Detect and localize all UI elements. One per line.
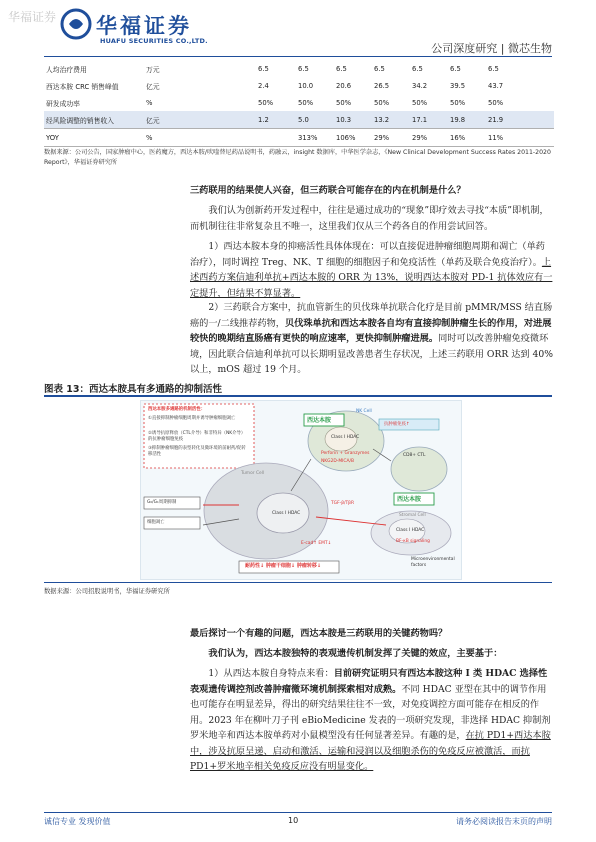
diagram-box-item-1: ①直接抑制肿瘤细胞周期并诱导肿瘤细胞凋亡	[148, 416, 236, 421]
class-hdac-label: Class I HDAC	[331, 435, 360, 440]
drug-label-top: 西达本胺	[307, 417, 332, 424]
table-cell: 11%	[486, 129, 554, 147]
table-row-label: 西达本胺 CRC 销售峰值	[46, 82, 119, 91]
table-cell: 6.5	[488, 64, 499, 73]
table-cell: 5.0	[296, 111, 334, 129]
emt-label: E-cad↑ EMT↓	[301, 541, 332, 546]
stromal-label: Stromal Cell	[399, 513, 426, 518]
report-type: 公司深度研究 | 微芯生物	[431, 42, 552, 55]
table-cell: 2.4	[258, 81, 269, 90]
footer-slogan: 诚信专业 发现价值	[44, 817, 111, 826]
table-cell: 39.5	[450, 81, 466, 90]
section2-point1-lead: 1）从西达本胺自身特点来看：	[208, 668, 334, 679]
table-cell: 6.5	[412, 64, 423, 73]
tgf-label: TGF-β/TβR	[331, 501, 355, 506]
section1-point1-underlined: 上述西药方案信迪利单抗+西达本胺的 ORR 为 13%，说明西达本胺对 PD-1 抗体效应有一定提升，但结果不算显著。	[190, 256, 553, 299]
table-cell: 16%	[448, 129, 486, 147]
table-row	[44, 129, 554, 147]
page-number: 10	[288, 816, 299, 825]
table-cell: 6.5	[336, 64, 347, 73]
company-name-cn: 华福证券	[96, 14, 192, 38]
diagram-box-item-2: ②诱导抗原释放（CTL介导）和非特异（NK介导）的抗肿瘤细胞免疫	[148, 431, 246, 442]
section1-point2-text: 2）三药联合方案中，抗血管新生的贝伐珠单抗联合化疗是目前 pMMR/MSS 结直肠癌的一/二线推荐药物，	[190, 302, 553, 329]
table-cell: 6.5	[450, 64, 461, 73]
diagram-box-item-3: ③抑制肿瘤细胞的表型转化及微环境的前耐药/促转移活性	[148, 446, 246, 457]
table-cell: 50%	[488, 98, 504, 107]
table-cell: 50%	[258, 98, 274, 107]
table-cell: 6.5	[374, 64, 385, 73]
cd8-label: CD8+ CTL	[403, 453, 426, 458]
table-cell: 19.8	[448, 111, 486, 129]
section2-heading: 最后探讨一个有趣的问题，西达本胺是三药联用的关键药物吗？	[190, 628, 448, 639]
section1-point2-bold: 贝伐珠单抗和西达本胺各自均有直接抑制肿瘤生长的作用，对进展较快的晚期结直肠癌有更快的响应速率，更快抑制肿瘤进展。	[190, 317, 552, 344]
table-cell: 29%	[410, 129, 448, 147]
g1-arrest-label: G₀/G₁周期抑制	[147, 500, 177, 505]
table-row	[44, 111, 554, 129]
table-row-unit: %	[146, 98, 153, 107]
table-cell: 10.3	[334, 111, 372, 129]
footer-disclaimer: 请务必阅读报告末页的声明	[456, 817, 552, 826]
table-cell: 50%	[336, 98, 352, 107]
table-row-label: 研发成功率	[46, 99, 80, 108]
diagram-graphics	[141, 401, 461, 579]
table-row-unit: 万元	[146, 65, 160, 74]
watermark: 华福证券	[8, 10, 57, 24]
figure-title: 图表 13：西达本胺具有多通路的抑制活性	[44, 384, 223, 395]
section1-heading: 三药联用的结果使人兴奋，但三药联合可能存在的内在机制是什么？	[190, 185, 466, 196]
table-row-label: 经风险调整的销售收入	[44, 111, 144, 129]
company-logo-icon	[60, 8, 92, 40]
section2-intro: 我们认为，西达本胺独特的表观遗传机制发挥了关键的效应，主要基于：	[208, 648, 503, 659]
table-cell: 50%	[298, 98, 314, 107]
table-row-label: 人均治疗费用	[46, 65, 87, 74]
tumor-cell-label: Tumor Cell	[241, 471, 265, 476]
section1-intro: 我们认为创新药开发过程中，往往是通过成功的“现象”即疗效去寻找“本质”即机制，而机制往往非常复杂且不唯一，这里我们仅从三个药各自的作用尝试回答。	[190, 205, 549, 232]
figure-title-divider	[44, 395, 552, 397]
table-row-unit: 亿元	[144, 111, 256, 129]
apoptosis-label: 细胞凋亡	[147, 520, 165, 525]
table-row-unit: 亿元	[146, 82, 160, 91]
bf-signal-label: BF-κB signaling	[396, 539, 430, 544]
nkg2d-label: NKG2D-MICA/B	[321, 459, 354, 464]
table-cell: 29%	[372, 129, 410, 147]
table-row-label: YOY	[44, 129, 144, 147]
table-cell: 6.5	[298, 64, 309, 73]
table-cell: 43.7	[488, 81, 504, 90]
header-divider	[44, 56, 552, 57]
tumor-hdac-label: Class I HDAC	[272, 511, 301, 516]
footer-divider	[44, 812, 552, 813]
table-cell: 313%	[296, 129, 334, 147]
section1-point2-tail: 同时可以改善肿瘤免疫微环境，因此联合信迪利单抗可以长期明显改善患者生存状况，上述三药联用 ORR 达到 40%以上，mOS 超过 19 个月。	[190, 333, 553, 375]
diagram-box-title: 西达本胺多通路的机制活性：	[148, 407, 206, 412]
table-cell: 50%	[412, 98, 428, 107]
table-row	[44, 94, 554, 111]
micro-label: Microenvironmental factors	[411, 557, 455, 568]
table-cell: 34.2	[412, 81, 428, 90]
table-cell: 10.0	[298, 81, 314, 90]
table-row-unit: %	[144, 129, 256, 147]
section1-point2	[190, 300, 554, 378]
drug-label-right: 西达本胺	[397, 496, 422, 503]
table-cell: 6.5	[258, 64, 269, 73]
table-cell: 21.9	[486, 111, 554, 129]
figure-bottom-divider	[44, 582, 552, 583]
table-cell: 17.1	[410, 111, 448, 129]
table-cell: 50%	[374, 98, 390, 107]
perforin-label: Perforin + Granzymes	[321, 451, 370, 456]
section2-point1-underlined: 在抗 PD1+西达本胺中，涉及抗原呈递、启动和激活、运输和浸润以及细胞杀伤的免疫反应被激活，而抗 PD1+罗米地辛相关免疫反应没有明显变化。	[190, 730, 551, 772]
anti-immune-label: 抗肿瘤免疫↑	[384, 422, 410, 427]
company-name-en: HUAFU SECURITIES CO.,LTD.	[100, 37, 208, 45]
nk-cell-label: NK Cell	[356, 409, 372, 414]
figure-source: 数据来源：公司招股说明书，华福证券研究所	[44, 588, 170, 595]
section1-point1-text: 1）西达本胺本身的抑癌活性具体体现在：可以直接促进肿瘤细胞周期和凋亡（单药治疗），同时调控 Treg、NK、T 细胞的细胞因子和免疫活性（单药及联合免疫治疗）。	[190, 241, 545, 268]
bottom-effect-bar: 耐药性↓ 肿瘤干细胞↓ 肿瘤转移↓	[245, 563, 322, 569]
table-cell: 20.6	[336, 81, 352, 90]
table-row	[44, 60, 554, 77]
stromal-hdac-label: Class I HDAC	[396, 528, 425, 533]
section2-point1-bold: 目前研究证明只有西达本胺这种 I 类 HDAC 选择性表观遗传调控剂改善肿瘤微环境机制探索相对成熟。	[190, 668, 548, 695]
section2-point1	[190, 666, 554, 775]
table-cell: 1.2	[256, 111, 296, 129]
table-source: 数据来源：公司公告，国家肿瘤中心，医药魔方，西达本胺/吠喹替尼药品说明书，药融云，insight 数据库，中华医学杂志，《New Clinical Development Success Rates 2011-2020 Report》，华福证券研究所	[44, 149, 551, 166]
table-cell: 50%	[450, 98, 466, 107]
forecast-table	[44, 60, 554, 147]
table-cell: 106%	[334, 129, 372, 147]
section1-point1	[190, 239, 554, 301]
table-cell: 26.5	[374, 81, 390, 90]
table-row	[44, 77, 554, 94]
table-cell	[256, 129, 296, 147]
table-cell: 13.2	[372, 111, 410, 129]
mechanism-diagram	[140, 400, 462, 580]
section2-point1-text: 不同 HDAC 亚型在其中的调节作用也可能存在明显差异，得出的研究结果往往不一致，对免疫调控方面可能存在相反的作用。2023 年在柳叶刀子刊 eBioMedicine 发表的一项研究发现，非选择 HDAC 抑制剂罗米地辛和西达本胺单药对小鼠模型没有任何显著差异。有趣的是，	[190, 683, 551, 741]
